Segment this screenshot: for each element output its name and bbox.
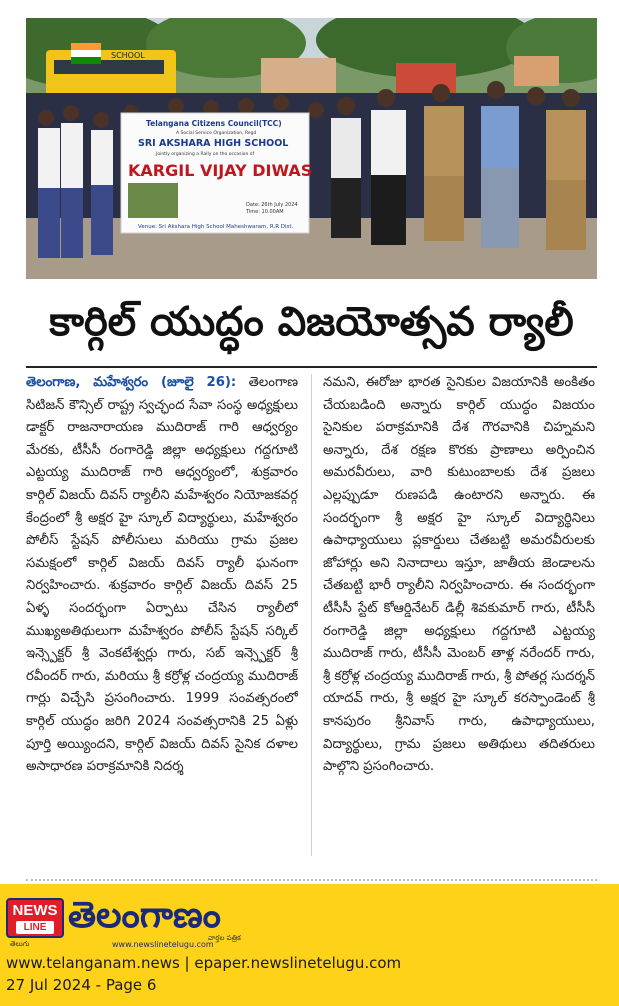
logo-tagline: వార్తల పత్రిక	[208, 934, 241, 942]
banner-date: Date: 26th July 2024	[246, 202, 298, 208]
edition-date-page: 27 Jul 2024 - Page 6	[6, 976, 157, 994]
news-photo	[26, 18, 597, 279]
footer-separator	[26, 879, 597, 881]
telanganam-logo: తెలంగాణం	[68, 895, 221, 936]
logo-line-text: LINE	[16, 921, 54, 934]
footer-links[interactable]: www.telanganam.news | epaper.newslinetelugu.com	[6, 954, 402, 972]
headline-rule	[26, 366, 597, 368]
banner-event: KARGIL VIJAY DIWAS	[128, 161, 313, 180]
bus-label: SCHOOL	[111, 51, 145, 60]
article-column-left	[26, 372, 298, 862]
banner-school: SRI AKSHARA HIGH SCHOOL	[138, 138, 289, 149]
article-body	[26, 372, 597, 862]
banner-venue: Venue: Sri Akshara High School Maheshwaram, R.R Dist.	[138, 224, 294, 230]
banner-jointly: Jointly organizing a Rally on the occasion of	[156, 152, 255, 157]
article-right-text: నమని, ఈరోజు భారత సైనికుల విజయానికి అంకితం చేయబడింది అన్నారు కార్గిల్ యుద్ధం విజయం సైనికుల పరాక్రమానికి దేశ గౌరవానికి చిహ్నమని అన్నారు, దేశ రక్షణ కొరకు ప్రాణాలు అర్పించిన అమరవీరులు, వారి కుటుంబాలకు దేశ ప్రజలు ఎల్లప్పుడూ రుణపడి ఉంటారని అన్నారు. ఈ సందర్భంగా శ్రీ అక్షర హై స్కూల్ విద్యార్థినిలు ఉపాధ్యాయులు ప్లకార్డులు చేతబట్టి అమరవీరులకు జోహార్లు అని నినాదాలు ఇస్తూ, జాతీయ జెండాలను చేతబట్టి భారీ ర్యాలీని నిర్వహించారు. ఈ సందర్భంగా టీసీసీ స్టేట్ కోఆర్డినేటర్ డిల్లీ శివకుమార్ గారు, టీసీసీ రంగారెడ్డి జిల్లా అధ్యక్షులు గద్దగూటి ఎట్టయ్య ముదిరాజ్ గారు, టీసీసీ మెంబర్ తాళ్ల నరేందర్ గారు, శ్రీ కర్రోళ్ల చంద్రయ్య ముదిరాజ్ గారు, శ్రీ పోతర్ల సుదర్శన్ యాదవ్ గారు, శ్రీ అక్షర హై స్కూల్ కరస్పాండెంట్ శ్రీ కానపురం శ్రీనివాస్ గారు, ఉపాధ్యాయులు, విద్యార్థులు, గ్రామ ప్రజలు అతిథులు తదితరులు పాల్గొని ప్రసంగించారు.	[323, 375, 595, 775]
article-column-right	[323, 372, 595, 862]
headline: కార్గిల్ యుద్ధం విజయోత్సవ ర్యాలీ	[49, 299, 574, 345]
logo-url[interactable]: www.newslinetelugu.com	[112, 940, 214, 949]
rally-banner	[121, 113, 312, 233]
logo-news-sub: తెలుగు	[10, 940, 30, 948]
banner-org: Telangana Citizens Council(TCC)	[146, 119, 282, 128]
footer	[0, 884, 619, 1006]
column-divider	[311, 374, 312, 856]
banner-time: Time: 10.00AM	[246, 209, 284, 215]
banner-org-sub: A Social Service Organization, Regd	[176, 131, 257, 136]
logo-news-text: NEWS	[12, 902, 58, 919]
article-left-text: తెలంగాణ సిటిజన్ కౌన్సిల్ రాష్ట్ర స్వచ్ఛంద సేవా సంస్థ అధ్యక్షులు డాక్టర్ రాజనారాయణ ముదిరాజ్ గారి ఆధ్వర్యం మేరకు, టీసీసీ రంగారెడ్డి జిల్లా అధ్యక్షులు గద్దగూటి ఎట్టయ్య ముదిరాజ్ గారి ఆధ్వర్యంలో, శుక్రవారం కార్గిల్ విజయ్ దివస్ ర్యాలీని మహేశ్వరం నియోజకవర్గ కేంద్రంలో శ్రీ అక్షర హై స్కూల్ విద్యార్థులు, మహేశ్వరం పోలీస్ స్టేషన్ పోలీసులు మరియు గ్రామ ప్రజల సమక్షంలో కార్గిల్ విజయ్ దివస్ ర్యాలీ ఘనంగా నిర్వహించారు. శుక్రవారం కార్గిల్ విజయ్ దివస్ 25 ఏళ్ళ సందర్భంగా ఏర్పాటు చేసిన ర్యాలీలో ముఖ్యఅతిథులుగా మహేశ్వరం పోలీస్ స్టేషన్ సర్కిల్ ఇన్స్పెక్టర్ శ్రీ వెంకటేశ్వర్లు గారు, సబ్ ఇన్స్పెక్టర్ శ్రీ రవీందర్ గారు, మరియు శ్రీ కర్రోళ్ల చంద్రయ్య ముదిరాజ్ గార్లు విచ్చేసి ప్రసంగించారు. 1999 సంవత్సరంలో కార్గిల్ యుద్ధం జరిగి 2024 సంవత్సరానికి 25 ఏళ్లు పూర్తి అయ్యిందని, కార్గిల్ విజయ్ దివస్ సైనిక దళాల అసాధారణ పరాక్రమానికి నిదర్శ	[26, 375, 298, 775]
dateline: తెలంగాణ, మహేశ్వరం (జూలై 26):	[26, 375, 237, 390]
newsline-logo	[6, 898, 64, 938]
